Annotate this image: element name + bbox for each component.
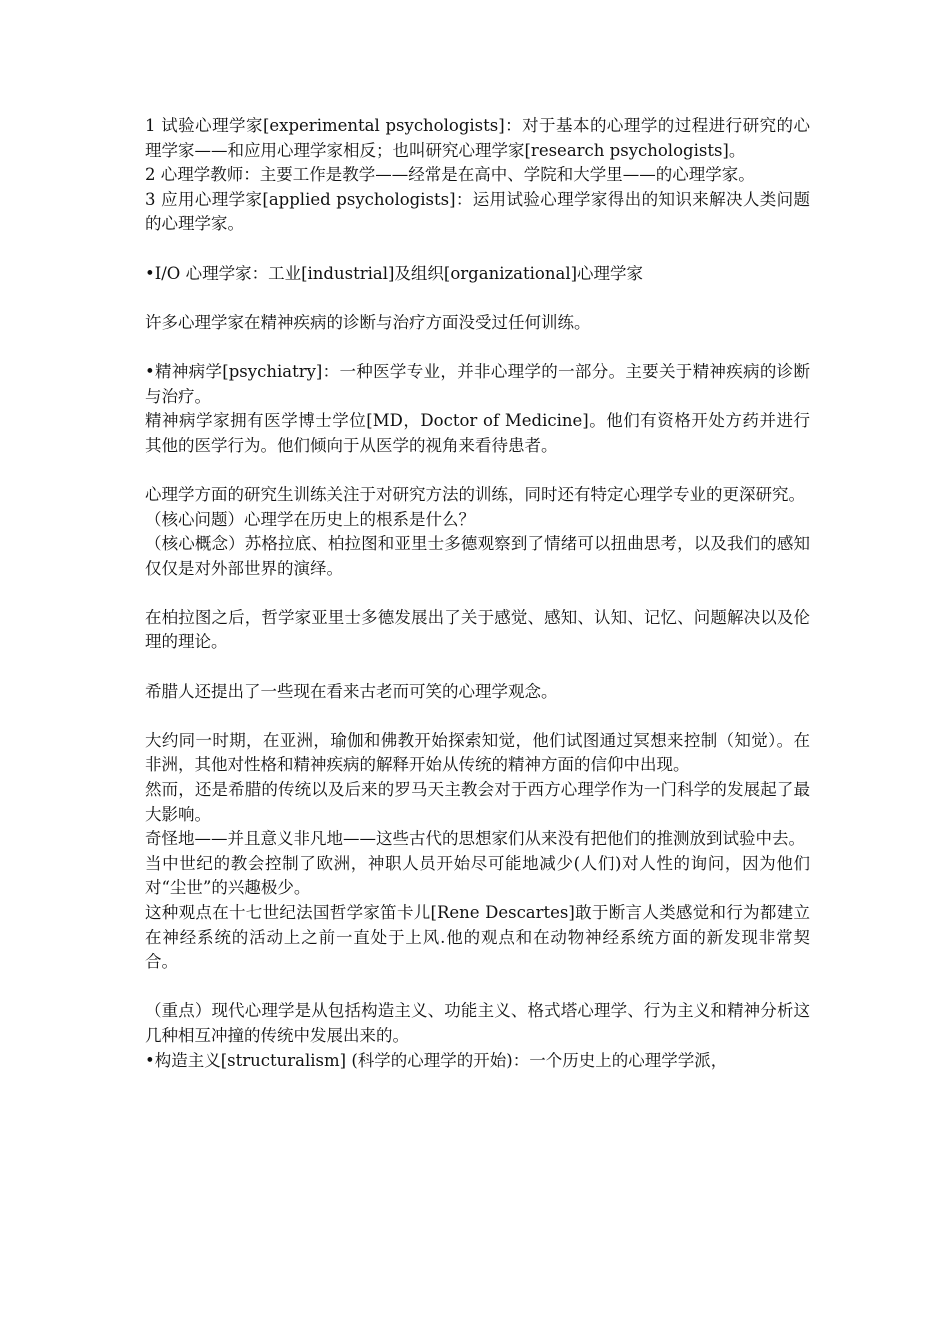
paragraph: 奇怪地——并且意义非凡地——这些古代的思想家们从来没有把他们的推测放到试验中去。: [145, 829, 805, 849]
paragraph-spacer: [145, 335, 810, 360]
paragraph: 然而，还是希腊的传统以及后来的罗马天主教会对于西方心理学作为一门科学的发展起了最大影响。: [145, 780, 810, 824]
paragraph: （核心问题）心理学在历史上的根系是什么？: [145, 509, 475, 529]
paragraph: •构造主义[structuralism] (科学的心理学的开始)：一个历史上的心理学学派，: [145, 1050, 728, 1070]
paragraph: 大约同一时期，在亚洲，瑜伽和佛教开始探索知觉，他们试图通过冥想来控制（知觉）。在非洲，其他对性格和精神疾病的解释开始从传统的精神方面的信仰中出现。: [145, 730, 810, 775]
paragraph: 在柏拉图之后，哲学家亚里士多德发展出了关于感觉、感知、认知、记忆、问题解决以及伦理的理论。: [145, 607, 810, 652]
paragraph: 心理学方面的研究生训练关注于对研究方法的训练，同时还有特定心理学专业的更深研究。: [145, 484, 805, 504]
paragraph: 许多心理学家在精神疾病的诊断与治疗方面没受过任何训练。: [145, 312, 591, 332]
paragraph: 1 试验心理学家[experimental psychologists]：对于基本的心理学的过程进行研究的心理学家——和应用心理学家相反；也叫研究心理学家[research psychologists]。: [145, 116, 810, 160]
paragraph-spacer: [145, 975, 810, 1000]
paragraph-spacer: [145, 286, 810, 311]
paragraph: 精神病学家拥有医学博士学位[MD，Doctor of Medicine]。他们有资格开处方药并进行其他的医学行为。他们倾向于从医学的视角来看待患者。: [145, 411, 810, 455]
paragraph: 当中世纪的教会控制了欧洲，神职人员开始尽可能地减少(人们)对人性的询问，因为他们对“尘世”的兴趣极少。: [145, 853, 810, 898]
paragraph: 3 应用心理学家[applied psychologists]：运用试验心理学家得出的知识来解决人类问题的心理学家。: [145, 189, 810, 234]
paragraph: •I/O 心理学家：工业[industrial]及组织[organizational]心理学家: [145, 263, 644, 283]
paragraph-spacer: [145, 458, 810, 483]
paragraph: （重点）现代心理学是从包括构造主义、功能主义、格式塔心理学、行为主义和精神分析这几种相互冲撞的传统中发展出来的。: [145, 1001, 810, 1045]
document-page: [145, 114, 810, 1073]
paragraph: 2 心理学教师：主要工作是教学——经常是在高中、学院和大学里——的心理学家。: [145, 165, 755, 185]
paragraph: •精神病学[psychiatry]：一种医学专业，并非心理学的一部分。主要关于精神疾病的诊断与治疗。: [145, 361, 810, 406]
paragraph-spacer: [145, 237, 810, 262]
paragraph: 希腊人还提出了一些现在看来古老而可笑的心理学观念。: [145, 681, 558, 701]
paragraph: （核心概念）苏格拉底、柏拉图和亚里士多德观察到了情绪可以扭曲思考，以及我们的感知仅仅是对外部世界的演绎。: [145, 534, 810, 578]
paragraph: 这种观点在十七世纪法国哲学家笛卡儿[Rene Descartes]敢于断言人类感觉和行为都建立在神经系统的活动上之前一直处于上风.他的观点和在动物神经系统方面的新发现非常契合。: [145, 903, 810, 972]
paragraph-spacer: [145, 704, 810, 729]
paragraph-spacer: [145, 655, 810, 680]
paragraph-spacer: [145, 581, 810, 606]
